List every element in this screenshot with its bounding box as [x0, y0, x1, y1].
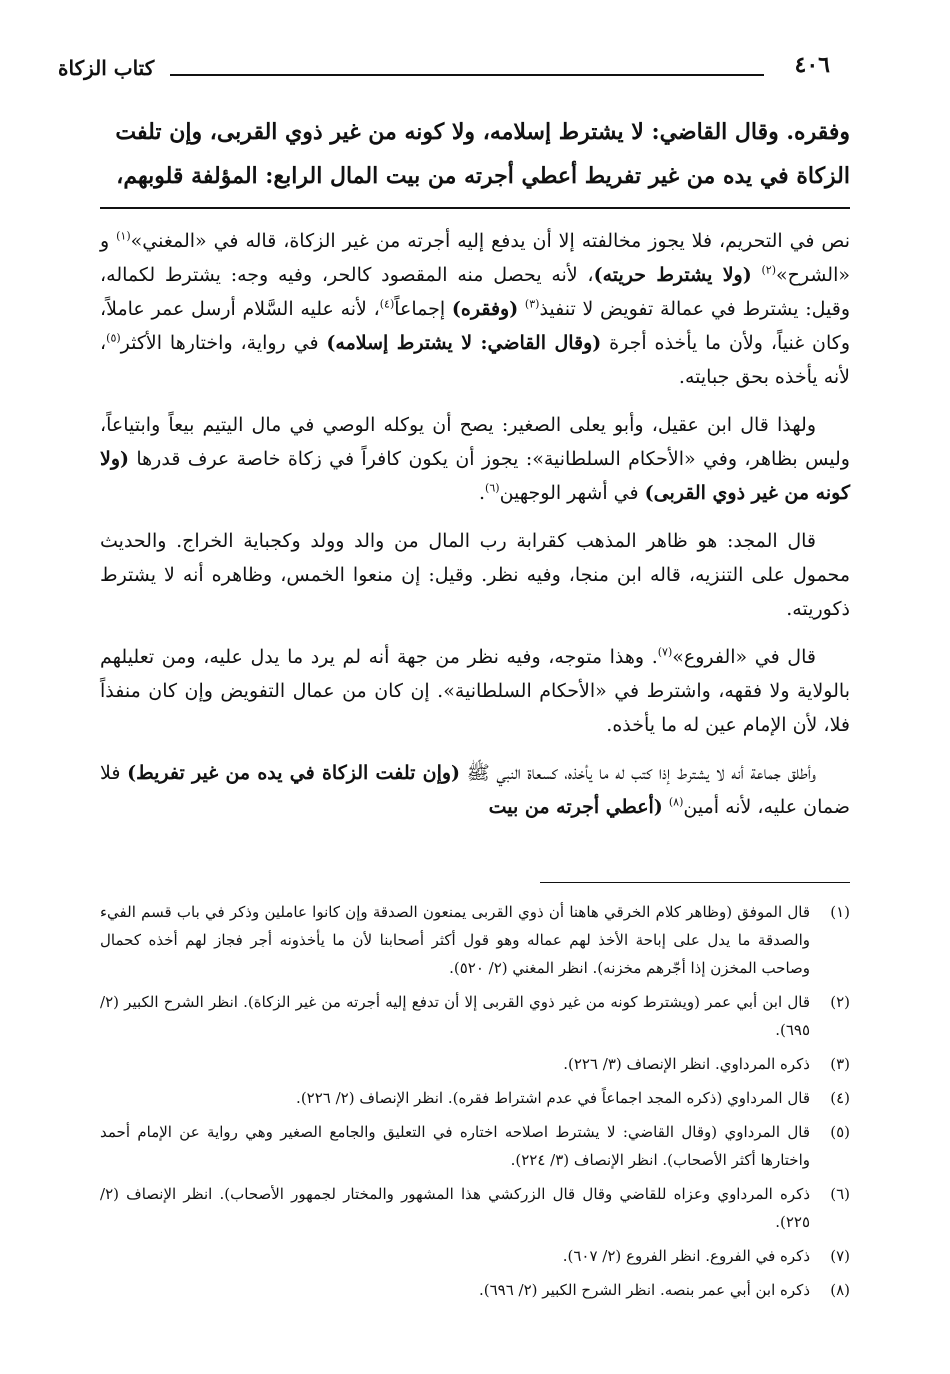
footnote-number: (٢): [830, 993, 850, 1011]
text-run: إجماعاً: [394, 298, 452, 320]
footnote-text: ذكره في الفروع. انظر الفروع (٢/ ٦٠٧).: [562, 1247, 810, 1265]
quoted-matn: (ولا كونه من غير ذوي القربى): [100, 448, 850, 504]
footnote-number: (٥): [830, 1123, 850, 1141]
text-run: في أشهر الوجهين: [499, 482, 645, 504]
page-number: ٤٠٦: [794, 52, 830, 78]
footnote-number: (١): [830, 903, 850, 921]
text-run: ، لأنه يأخذه بحق جبايته.: [100, 332, 850, 388]
text-run: ولهذا قال ابن عقيل، وأبو يعلى الصغير: يصح أن يوكله الوصي في مال اليتيم بيعاً وابتياعاً، وليس بظاهر، وفي «الأحكام السلطانية»: يجوز أن يكون كافراً في زكاة خاصة عرف قدرها: [100, 414, 850, 470]
text-run: ، لأنه يحصل منه المقصود كالحر، وفيه وجه: يشترط لكماله، وقيل: يشترط في عمالة تفويض لا تنفيذ: [100, 264, 850, 320]
text-run: نص في التحريم، فلا يجوز مخالفته إلا أن يدفع إليه أجرته من غير الزكاة، قاله في «المغني»: [130, 230, 850, 252]
footnote-ref: (٨): [668, 795, 684, 809]
commentary-paragraph: [100, 408, 850, 510]
text-run: قال في «الفروع»: [672, 646, 816, 668]
text-run: . وهذا متوجه، وفيه نظر من جهة أنه لم يرد ما يدل عليه، ومن تعليلهم بالولاية ولا فقهه، واشترط في «الأحكام السلطانية». إن كان من عمال التفويض وإن كان منفذاً فلا، لأن الإمام عين له ما يأخذه.: [100, 646, 850, 736]
footnote: [100, 1276, 850, 1304]
text-run: وأطلق جماعة أنه لا يشترط إذا كتب له ما يأخذه، كسعاة النبي ﷺ: [460, 762, 816, 784]
text-run: [752, 264, 762, 286]
matn-line: وفقره. وقال القاضي: لا يشترط إسلامه، ولا كونه من غير ذوي القربى، وإن تلفت: [115, 119, 850, 145]
footnote-text: قال المرداوي (ذكره المجد اجماعاً في عدم اشتراط فقره). انظر الإنصاف (٢/ ٢٢٦).: [296, 1089, 810, 1107]
text-run: ، لأنه عليه السَّلام أرسل عمر عاملاً، وكان غنياً، ولأن ما يأخذه أجرة: [100, 298, 850, 354]
footnote: [100, 898, 850, 982]
footnote-number: (٦): [830, 1185, 850, 1203]
matn-line: الزكاة في يده من غير تفريط أعطي أجرته من بيت المال الرابع: المؤلفة قلوبهم،: [116, 163, 850, 189]
footnote-separator: [540, 882, 850, 883]
footnote: [100, 988, 850, 1044]
footnote-text: قال ابن أبي عمر (ويشترط كونه من غير ذوي القربى إلا أن تدفع إليه أجرته من غير الزكاة). انظر الشرح الكبير (٢/ ٦٩٥).: [100, 993, 810, 1039]
footnotes: [100, 898, 850, 1310]
quoted-matn: (وقال القاضي: لا يشترط إسلامه): [326, 332, 602, 354]
footnote: [100, 1084, 850, 1112]
commentary-paragraph: [100, 524, 850, 626]
footnote-ref: (٧): [657, 645, 673, 659]
footnote-text: قال الموفق (وظاهر كلام الخرقي هاهنا أن ذوي القربى يمنعون الصدقة وإن كانوا عاملين وذكر في باب قسم الفيء والصدقة ما يدل على إباحة الأخذ لهم عماله وهو قول أكثر أصحابنا لأن ما يأخذونه أجر فجاز لهم أخذه كحمال وصاحب المخزن إذا أجّرهم مخزنه). انظر المغني (٢/ ٥٢٠).: [100, 903, 810, 977]
commentary-paragraph: [100, 640, 850, 742]
quoted-matn: (أعطي أجرته من بيت: [488, 796, 663, 818]
footnote-ref: (٤): [379, 297, 395, 311]
footnote-number: (٧): [830, 1247, 850, 1265]
footnote-ref: (١): [116, 229, 131, 243]
footnote-ref: (٦): [485, 481, 500, 495]
footnote-number: (٤): [830, 1089, 850, 1107]
footnote: [100, 1050, 850, 1078]
matn-text: [100, 110, 850, 198]
text-run: و «الشرح»: [100, 230, 850, 286]
commentary-paragraph: [100, 224, 850, 394]
footnote: [100, 1180, 850, 1236]
footnote: [100, 1242, 850, 1270]
footnote-number: (٨): [830, 1281, 850, 1299]
matn-separator: [100, 207, 850, 209]
quoted-matn: (وإن تلفت الزكاة في يده من غير تفريط): [127, 762, 461, 784]
quoted-matn: (وفقره): [451, 298, 519, 320]
text-run: فلا ضمان عليه، لأنه أمين: [100, 762, 850, 818]
text-run: قال المجد: هو ظاهر المذهب كقرابة رب المال من والد وولد وكجباية الخراج.: [176, 530, 817, 552]
footnote-text: ذكره المرداوي وعزاه للقاضي وقال قال الزركشي هذا المشهور والمختار لجمهور الأصحاب). انظر الإنصاف (٢/ ٢٢٥).: [100, 1185, 810, 1231]
running-header: [58, 50, 830, 84]
footnote-ref: (٥): [106, 331, 121, 345]
commentary-paragraph: [100, 756, 850, 824]
footnote-text: ذكره ابن أبي عمر بنصه. انظر الشرح الكبير (٢/ ٦٩٦).: [478, 1281, 810, 1299]
commentary-text: [100, 224, 850, 838]
quoted-matn: (ولا يشترط حريته): [593, 264, 752, 286]
text-run: في رواية، واختارها الأكثر: [120, 332, 327, 354]
footnote-text: قال المرداوي (وقال القاضي: لا يشترط اصلاحه اختاره في التعليق والجامع الصغير وهي رواية عن الإمام أحمد واختارها أكثر الأصحاب). انظر الإنصاف (٣/ ٢٢٤).: [100, 1123, 810, 1169]
text-run: والحديث محمول على التنزيه، قاله ابن منجا، وفيه نظر. وقيل: إن منعوا الخمس، وظاهره أنه لا يشترط ذكوريته.: [100, 530, 850, 620]
header-rule: [170, 74, 764, 76]
text-run: .: [479, 482, 486, 504]
footnote-number: (٣): [830, 1055, 850, 1073]
footnote-text: ذكره المرداوي. انظر الإنصاف (٣/ ٢٢٦).: [563, 1055, 810, 1073]
book-title: كتاب الزكاة: [58, 56, 155, 80]
text-run: [518, 298, 525, 320]
footnote: [100, 1118, 850, 1174]
footnote-ref: (٣): [524, 297, 540, 311]
footnote-ref: (٢): [761, 263, 776, 277]
